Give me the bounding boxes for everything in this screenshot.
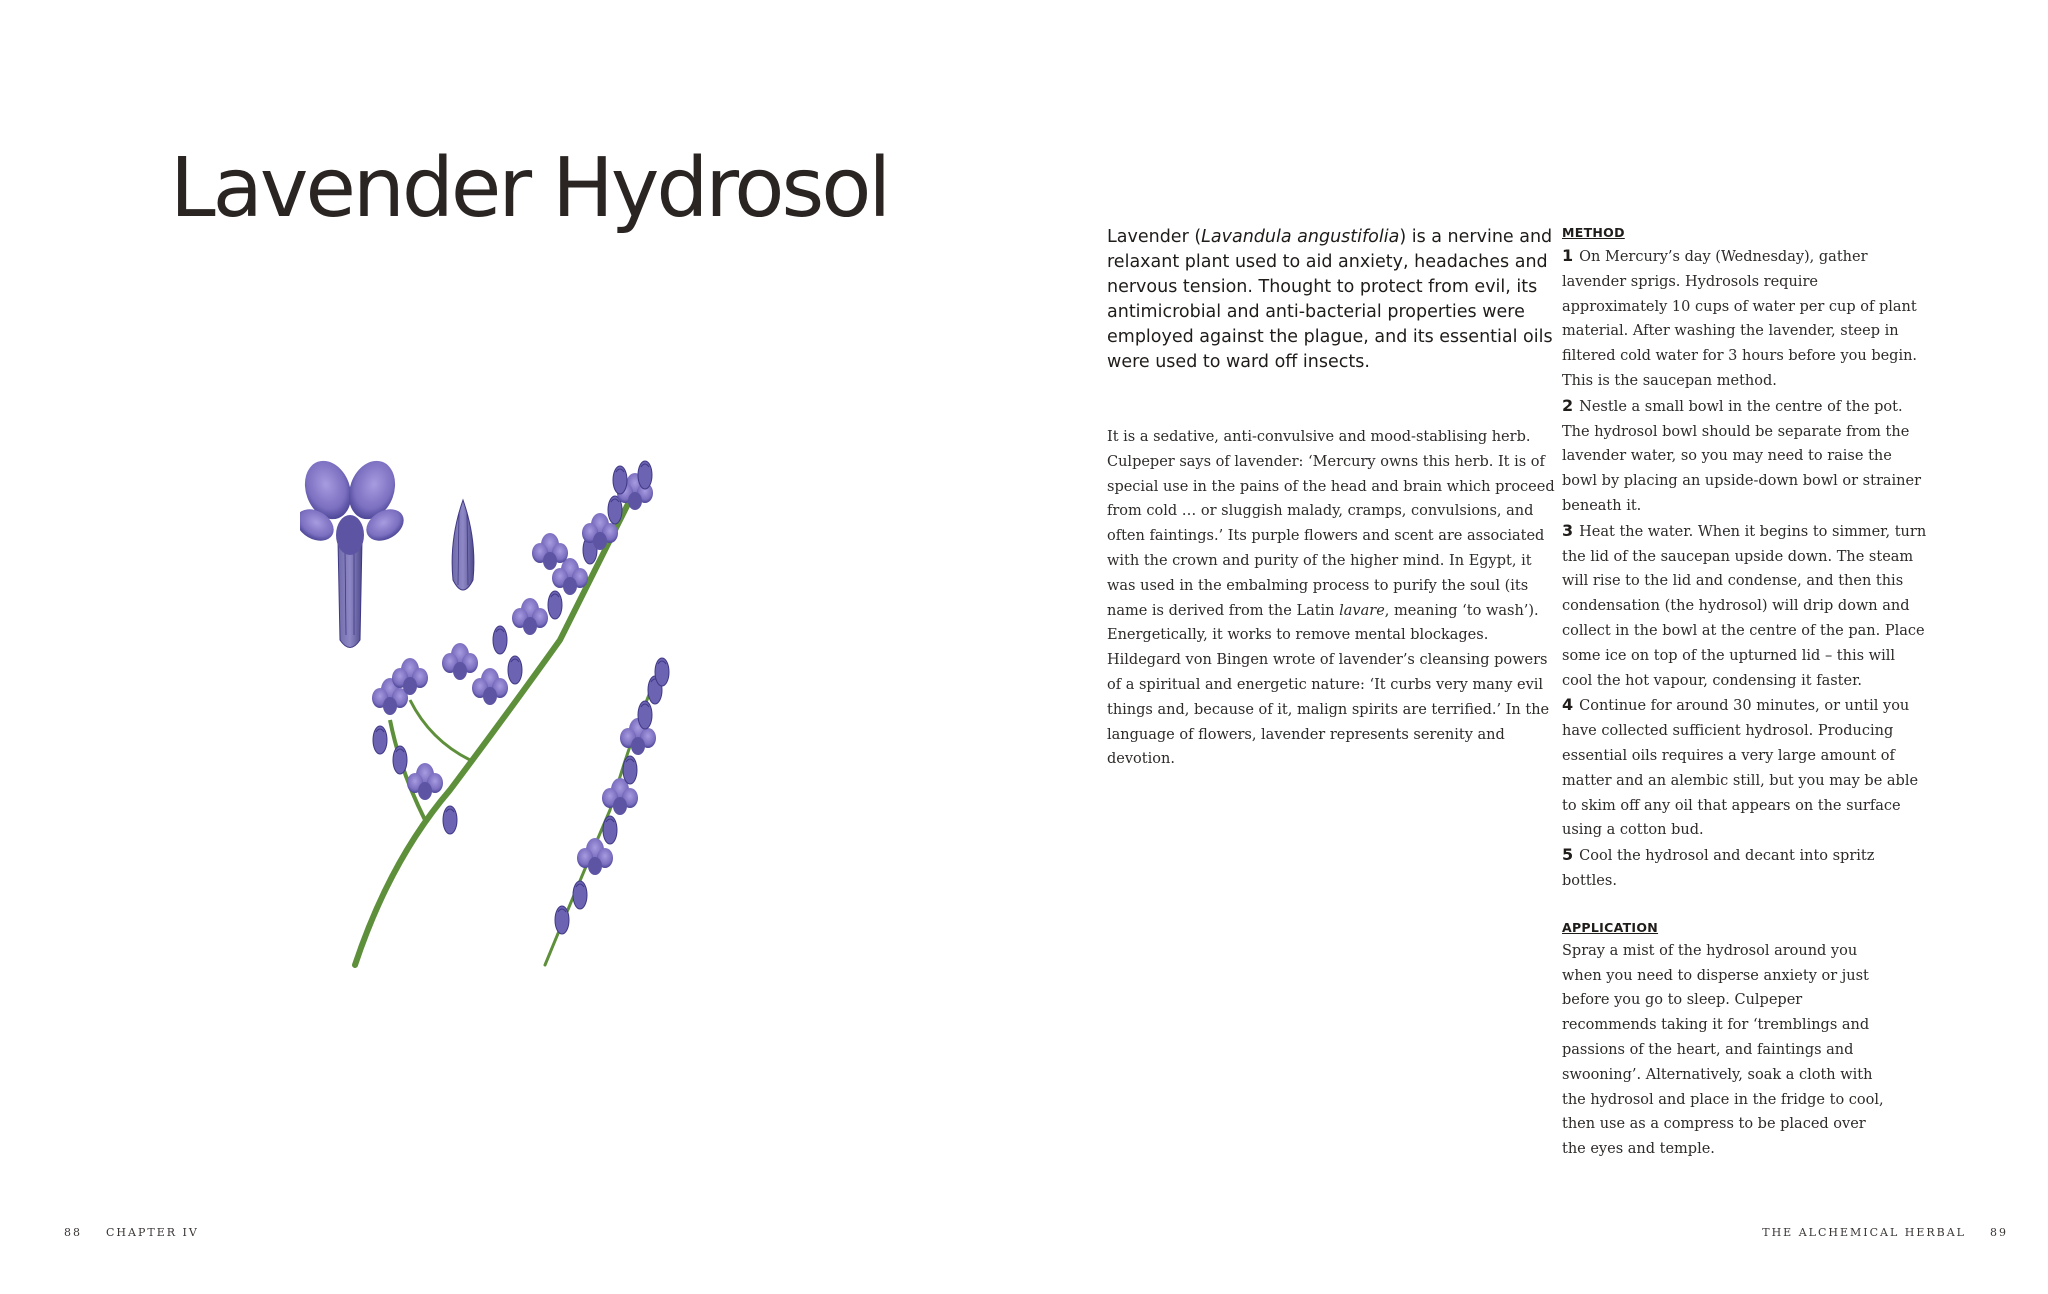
method-steps — [1562, 244, 1927, 894]
right-page-number: 89 — [1990, 1226, 2008, 1239]
page-title: Lavender Hydrosol — [170, 141, 889, 236]
step-number: 1 — [1562, 246, 1574, 265]
step-number: 5 — [1562, 845, 1574, 865]
method-step — [1562, 394, 1927, 519]
lede-paragraph — [1107, 225, 1557, 375]
step-text: Cool the hydrosol and decant into spritz bottles. — [1562, 848, 1875, 889]
lede-text-2: ) is a nervine and relaxant plant used to aid anxiety, headaches and nervous tension. Thought to protect from evil, its antimicrobial and anti-bacterial properties were employed against the plague, and its essential oils were used to ward off insects. — [1107, 227, 1553, 372]
left-folio — [64, 1226, 199, 1239]
lavender-illustration — [300, 440, 720, 980]
main-sprig — [355, 461, 653, 965]
lede-text-1: Lavender ( — [1107, 227, 1202, 247]
single-flower — [300, 454, 409, 647]
step-text: Nestle a small bowl in the centre of the pot. The hydrosol bowl should be separate from the lavender water, so you may need to raise the bowl by placing an upside-down bowl or strainer beneath it. — [1562, 398, 1922, 514]
right-page — [1024, 0, 2048, 1294]
secondary-sprig — [545, 658, 669, 965]
right-folio — [1762, 1226, 2008, 1239]
application-text: Spray a mist of the hydrosol around you when you need to disperse anxiety or just before you go to sleep. Culpeper recommends taking it for ‘tremblings and passions of the heart, and faintings and swooning’. Alternatively, soak a cloth with the hydrosol and place in the fridge to cool, then use as a compress to be placed over the eyes and temple. — [1562, 942, 1884, 1158]
application-section — [1562, 920, 1927, 1162]
method-column — [1562, 225, 1927, 1162]
body-text-2: , meaning ‘to wash’). Energetically, it works to remove mental blockages. Hildegard von Bingen wrote of lavender’s cleansing powers of a spiritual and energetic nature: ‘It curbs very many evil things and, because of it, malign spirits are terrified.’ In the language of flowers, lavender represents serenity and devotion. — [1107, 602, 1550, 768]
body-paragraph — [1107, 425, 1557, 772]
step-number: 3 — [1562, 520, 1574, 540]
left-running-head: CHAPTER IV — [106, 1226, 199, 1239]
step-number: 4 — [1562, 695, 1574, 715]
method-step — [1562, 693, 1927, 843]
method-step — [1562, 244, 1927, 394]
step-text: On Mercury’s day (Wednesday), gather lavender sprigs. Hydrosols require approximately 10 cups of water per cup of plant material. After washing the lavender, steep in filtered cold water for 3 hours before you begin. This is the saucepan method. — [1562, 249, 1918, 389]
body-latin-word: lavare — [1339, 602, 1385, 619]
method-step — [1562, 843, 1927, 894]
single-bud — [452, 500, 474, 590]
application-heading: APPLICATION — [1562, 919, 1659, 935]
step-text: Heat the water. When it begins to simmer, turn the lid of the saucepan upside down. The steam will rise to the lid and condense, and then this condensation (the hydrosol) will drip down and collect in the bowl at the centre of the pan. Place some ice on top of the upturned lid – this will cool the hot vapour, condensing it faster. — [1562, 523, 1927, 689]
step-number: 2 — [1562, 395, 1574, 415]
method-heading: METHOD — [1562, 225, 1625, 240]
method-step — [1562, 519, 1927, 694]
lede-latin-name: Lavandula angustifolia — [1201, 227, 1400, 247]
step-text: Continue for around 30 minutes, or until you have collected sufficient hydrosol. Producing essential oils requires a very large amount of matter and an alembic still, but you may be able to skim off any oil that appears on the surface using a cotton bud. — [1562, 698, 1919, 839]
right-running-head: THE ALCHEMICAL HERBAL — [1762, 1226, 1966, 1239]
body-text-1: It is a sedative, anti-convulsive and mood-stablising herb. Culpeper says of lavender: ‘Mercury owns this herb. It is of special use in the pains of the head and brain which proceed from cold … or sluggish malady, cramps, convulsions, and often faintings.’ Its purple flowers and scent are associated with the crown and purity of the higher mind. In Egypt, it was used in the embalming process to purify the soul (its name is derived from the Latin — [1107, 429, 1555, 619]
left-page-number: 88 — [64, 1226, 82, 1239]
